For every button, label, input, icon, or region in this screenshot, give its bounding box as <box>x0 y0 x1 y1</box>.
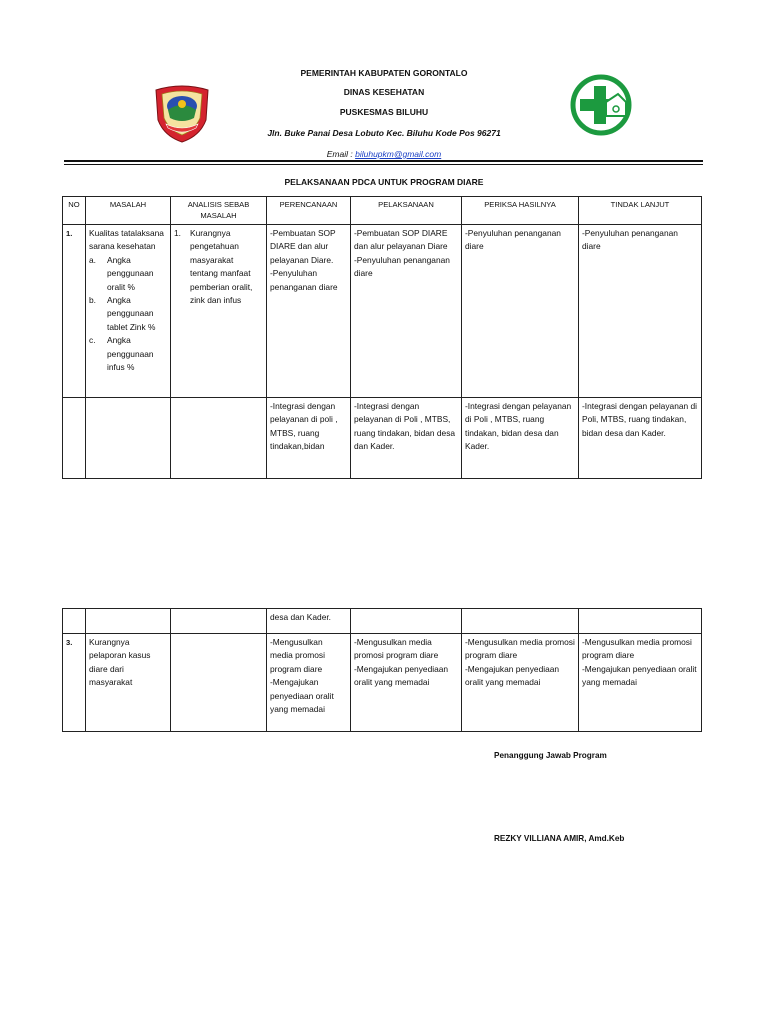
row3-periksa: -Mengusulkan media promosi program diare -Mengajukan penyediaan oralit yang memadai <box>462 634 579 732</box>
row1-analisis: 1. Kurangnya pengetahuan masyarakat tentang manfaat pemberian oralit, zink dan infus <box>171 225 267 398</box>
signature-title: Penanggung Jawab Program <box>494 751 607 760</box>
row3-masalah: Kurangnya pelaporan kasus diare dari masyarakat <box>86 634 171 732</box>
col-header-no: NO <box>63 197 86 225</box>
email-label: Email : <box>326 149 356 159</box>
header-address: Jln. Buke Panai Desa Lobuto Kec. Biluhu Kode Pos 96271 <box>267 128 501 138</box>
row1-periksa: -Penyuluhan penanganan diare <box>462 225 579 398</box>
row1-masalah-intro: Kualitas tatalaksana sarana kesehatan <box>89 228 164 252</box>
pdca-table <box>62 196 702 479</box>
header-divider-thin <box>64 164 703 165</box>
row1-masalah-item: c. Angka penggunaan infus % <box>89 335 154 373</box>
row1-masalah-item: b. Angka penggunaan tablet Zink % <box>89 295 156 332</box>
col-header-pelaksanaan: PELAKSANAAN <box>351 197 462 225</box>
row1-masalah-item: a. Angka penggunaan oralit % <box>89 254 154 292</box>
row2-perencanaan: -Integrasi dengan pelayanan di poli , MTBS, ruang tindakan,bidan <box>267 398 351 479</box>
col-header-periksa: PERIKSA HASILNYA <box>462 197 579 225</box>
row3-no: 3. <box>63 634 86 732</box>
row3-pelaksanaan: -Mengusulkan media promosi program diare -Mengajukan penyediaan oralit yang memadai <box>351 634 462 732</box>
col-header-perencanaan: PERENCANAAN <box>267 197 351 225</box>
pdca-table-continued <box>62 608 702 732</box>
row1-no: 1. <box>63 225 86 398</box>
col-header-analisis: ANALISIS SEBAB MASALAH <box>171 197 267 225</box>
row2-tindak: -Integrasi dengan pelayanan di Poli, MTBS, ruang tindakan, bidan desa dan Kader. <box>579 398 702 479</box>
row1-masalah <box>86 225 171 398</box>
row1-pelaksanaan: -Pembuatan SOP DIARE dan alur pelayanan Diare -Penyuluhan penanganan diare <box>351 225 462 398</box>
header-email-line <box>0 149 768 159</box>
table-row <box>63 634 702 732</box>
document-title: PELAKSANAAN PDCA UNTUK PROGRAM DIARE <box>284 177 484 187</box>
table-row <box>63 398 702 479</box>
header-department: DINAS KESEHATAN <box>343 87 425 97</box>
row2-pelaksanaan: -Integrasi dengan pelayanan di Poli , MTBS, ruang tindakan, bidan desa dan Kader. <box>351 398 462 479</box>
row2-analisis <box>171 398 267 479</box>
row2-no <box>63 398 86 479</box>
table-row <box>63 609 702 634</box>
col-header-masalah: MASALAH <box>86 197 171 225</box>
row2-masalah <box>86 398 171 479</box>
table-row <box>63 225 702 398</box>
row2-periksa: -Integrasi dengan pelayanan di Poli , MTBS, ruang tindakan, bidan desa dan Kader. <box>462 398 579 479</box>
puskesmas-cross-icon <box>570 74 632 136</box>
row3-analisis <box>171 634 267 732</box>
header-divider-thick <box>64 160 703 162</box>
header-puskesmas: PUSKESMAS BILUHU <box>339 107 429 117</box>
row1-tindak: -Penyuluhan penanganan diare <box>579 225 702 398</box>
row2-perencanaan-continued: desa dan Kader. <box>267 609 351 634</box>
row1-perencanaan: -Pembuatan SOP DIARE dan alur pelayanan Diare. -Penyuluhan penanganan diare <box>267 225 351 398</box>
col-header-tindak: TINDAK LANJUT <box>579 197 702 225</box>
table-header-row <box>63 197 702 225</box>
signature-name: REZKY VILLIANA AMIR, Amd.Keb <box>494 834 625 843</box>
row3-tindak: -Mengusulkan media promosi program diare -Mengajukan penyediaan oralit yang memadai <box>579 634 702 732</box>
email-link[interactable]: biluhupkm@gmail.com <box>355 149 442 159</box>
header-government: PEMERINTAH KABUPATEN GORONTALO <box>300 68 468 78</box>
row3-perencanaan: -Mengusulkan media promosi program diare -Mengajukan penyediaan oralit yang memadai <box>267 634 351 732</box>
